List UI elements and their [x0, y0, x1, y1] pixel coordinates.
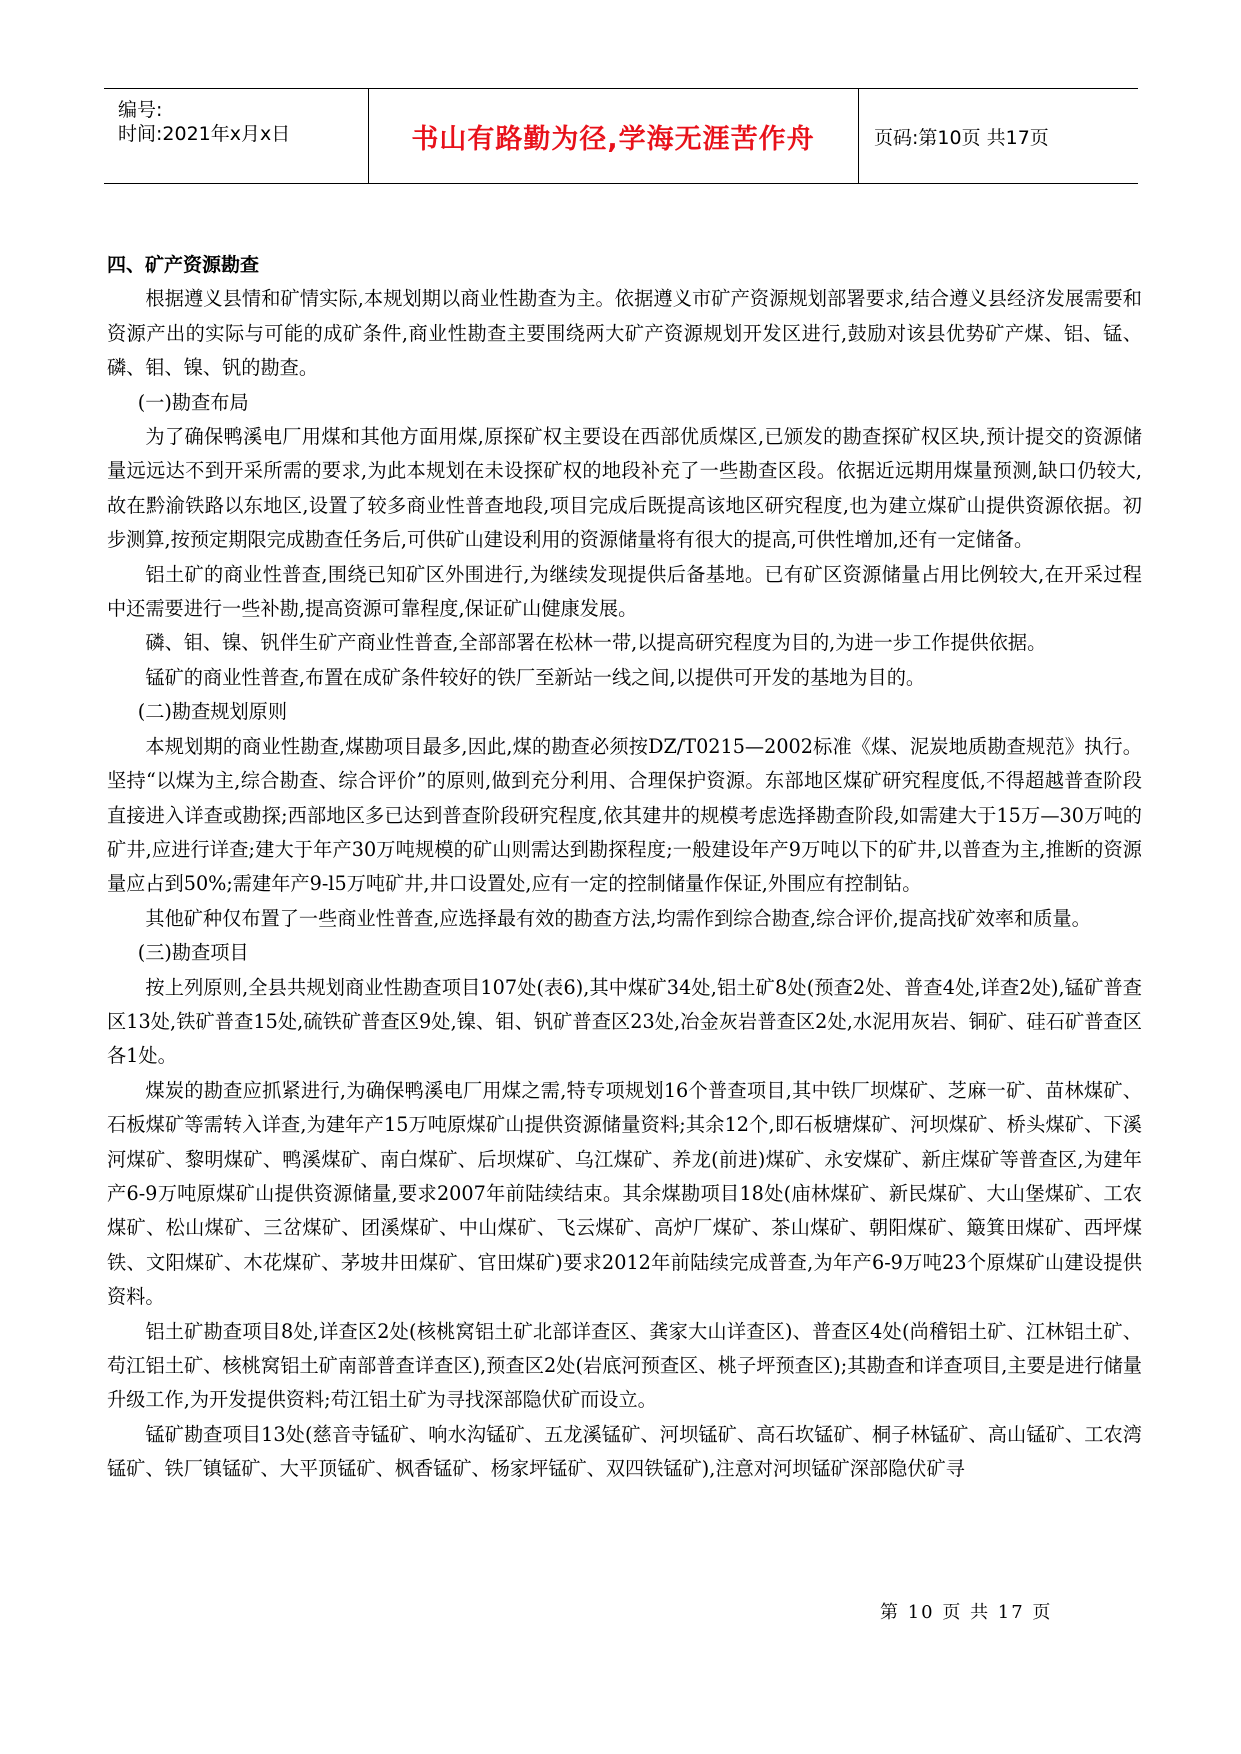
paragraph: 本规划期的商业性勘查,煤勘项目最多,因此,煤的勘查必须按DZ/T0215—2002标准《煤、泥炭地质勘查规范》执行。坚持“以煤为主,综合勘查、综合评价”的原则,做到充分利用、合理保护资源。东部地区煤矿研究程度低,不得超越普查阶段直接进入详查或勘探;西部地区多已达到普查阶段研究程度,依其建井的规模考虑选择勘查阶段,如需建大于15万—30万吨的矿井,应进行详查;建大于年产30万吨规模的矿山则需达到勘探程度;一般建设年产9万吨以下的矿井,以普查为主,推断的资源量应占到50%;需建年产9-l5万吨矿井,井口设置处,应有一定的控制储量作保证,外围应有控制钻。 [107, 734, 1142, 896]
paragraph: 根据遵义县情和矿情实际,本规划期以商业性勘查为主。依据遵义市矿产资源规划部署要求,结合遵义县经济发展需要和资源产出的实际与可能的成矿条件,商业性勘查主要围绕两大矿产资源规划开发区进行,鼓励对该县优势矿产煤、铝、锰、磷、钼、镍、钒的勘查。 [107, 287, 1142, 380]
header-meta-cell [104, 89, 369, 183]
subheading: (三)勘查项目 [137, 941, 249, 965]
paragraph: 磷、钼、镍、钒伴生矿产商业性普查,全部部署在松林一带,以提高研究程度为目的,为进一步工作提供依据。 [145, 631, 1047, 655]
page-code: 页码:第10页 共17页 [874, 127, 1049, 149]
subheading: (二)勘查规划原则 [137, 700, 288, 724]
page-footer: 第 10 页 共 17 页 [880, 1602, 1053, 1623]
paragraph: 为了确保鸭溪电厂用煤和其他方面用煤,原探矿权主要设在西部优质煤区,已颁发的勘查探矿权区块,预计提交的资源储量远远达不到开采所需的要求,为此本规划在未设探矿权的地段补充了一些勘查区段。依据近远期用煤量预测,缺口仍较大,故在黔渝铁路以东地区,设置了较多商业性普查地段,项目完成后既提高该地区研究程度,也为建立煤矿山提供资源依据。初步测算,按预定期限完成勘查任务后,可供矿山建设利用的资源储量将有很大的提高,可供性增加,还有一定储备。 [107, 425, 1142, 552]
paragraph: 锰矿的商业性普查,布置在成矿条件较好的铁厂至新站一线之间,以提供可开发的基地为目的。 [145, 665, 926, 689]
document-header [104, 88, 1138, 184]
paragraph: 按上列原则,全县共规划商业性勘查项目107处(表6),其中煤矿34处,铝土矿8处(预查2处、普查4处,详查2处),锰矿普查区13处,铁矿普查15处,硫铁矿普查区9处,镍、钼、钒矿普查区23处,冶金灰岩普查区2处,水泥用灰岩、铜矿、硅石矿普查区各1处。 [107, 975, 1142, 1068]
header-motto-cell [368, 89, 859, 183]
paragraph: 铝土矿的商业性普查,围绕已知矿区外围进行,为继续发现提供后备基地。已有矿区资源储量占用比例较大,在开采过程中还需要进行一些补勘,提高资源可靠程度,保证矿山健康发展。 [107, 562, 1142, 621]
paragraph: 锰矿勘查项目13处(慈音寺锰矿、响水沟锰矿、五龙溪锰矿、河坝锰矿、高石坎锰矿、桐子林锰矿、高山锰矿、工农湾锰矿、铁厂镇锰矿、大平顶锰矿、枫香锰矿、杨家坪锰矿、双四铁锰矿),注意对河坝锰矿深部隐伏矿寻 [107, 1422, 1142, 1481]
paragraph: 煤炭的勘查应抓紧进行,为确保鸭溪电厂用煤之需,特专项规划16个普查项目,其中铁厂坝煤矿、芝麻一矿、苗林煤矿、石板煤矿等需转入详查,为建年产15万吨原煤矿山提供资源储量资料;其余12个,即石板塘煤矿、河坝煤矿、桥头煤矿、下溪河煤矿、黎明煤矿、鸭溪煤矿、南白煤矿、后坝煤矿、乌江煤矿、养龙(前进)煤矿、永安煤矿、新庄煤矿等普查区,为建年产6-9万吨原煤矿山提供资源储量,要求2007年前陆续结束。其余煤勘项目18处(庙林煤矿、新民煤矿、大山堡煤矿、工农煤矿、松山煤矿、三岔煤矿、团溪煤矿、中山煤矿、飞云煤矿、高炉厂煤矿、茶山煤矿、朝阳煤矿、簸箕田煤矿、西坪煤铁、文阳煤矿、木花煤矿、茅坡井田煤矿、官田煤矿)要求2012年前陆续完成普查,为年产6-9万吨23个原煤矿山建设提供资料。 [107, 1078, 1142, 1309]
subheading: (一)勘查布局 [137, 390, 249, 414]
paragraph: 铝土矿勘查项目8处,详查区2处(核桃窝铝土矿北部详查区、龚家大山详查区)、普查区4处(尚稽铝土矿、江林铝土矿、苟江铝土矿、核桃窝铝土矿南部普查详查区),预查区2处(岩底河预查区、桃子坪预查区);其勘查和详查项目,主要是进行储量升级工作,为开发提供资料;苟江铝土矿为寻找深部隐伏矿而设立。 [107, 1319, 1142, 1412]
date-line: 时间:2021年x月x日 [118, 123, 291, 145]
paragraph: 其他矿种仅布置了一些商业性普查,应选择最有效的勘查方法,均需作到综合勘查,综合评价,提高找矿效率和质量。 [145, 906, 1091, 930]
section-heading: 四、矿产资源勘查 [107, 254, 260, 276]
header-page-cell [858, 89, 1138, 183]
number-label: 编号: [118, 99, 163, 121]
document-body [107, 248, 1142, 1487]
motto-text: 书山有路勤为径,学海无涯苦作舟 [411, 124, 815, 155]
